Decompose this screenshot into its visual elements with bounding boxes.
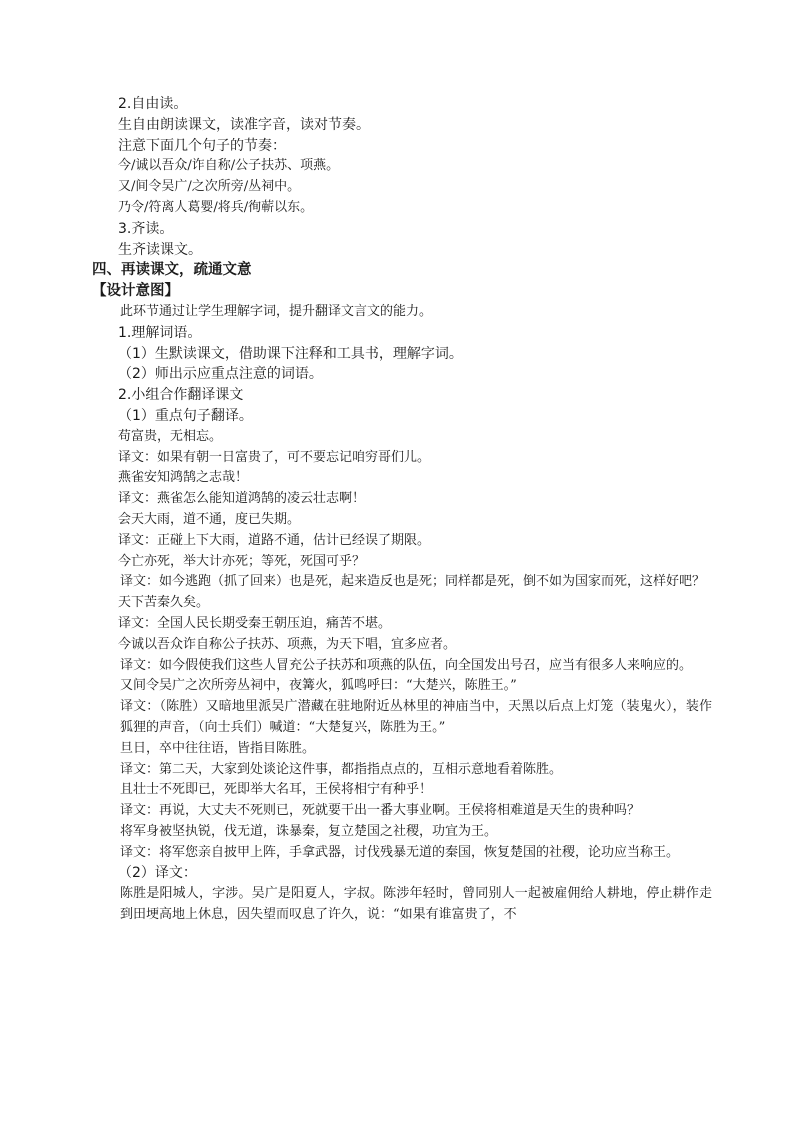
classical-sentence: 天下苦秦久矣。 — [118, 595, 210, 611]
translation-line: 译文：第二天，大家到处谈论这件事，都指指点点的，互相示意地看着陈胜。 — [120, 761, 563, 777]
text-line: 生齐读课文。 — [118, 241, 202, 258]
translation-line: 译文：燕雀怎么能知道鸿鹄的凌云壮志啊！ — [118, 491, 366, 507]
rhythm-line: 今/诚以吾众/诈自称/公子扶苏、项燕。 — [118, 158, 340, 174]
text-line: 1.理解词语。 — [118, 324, 202, 341]
document-page — [92, 94, 712, 926]
classical-sentence: 将军身被坚执锐，伐无道，诛暴秦，复立楚国之社稷，功宜为王。 — [120, 823, 498, 839]
classical-sentence: 且壮士不死即已，死即举大名耳，王侯将相宁有种乎！ — [120, 782, 433, 798]
translation-line: 译文：如果有朝一日富贵了，可不要忘记咱穷哥们儿。 — [118, 449, 431, 465]
text-line: 2.小组合作翻译课文 — [118, 387, 244, 404]
design-intent-heading: 【设计意图】 — [92, 283, 179, 300]
text-line: 生自由朗读课文，读准字音，读对节奏。 — [118, 116, 370, 133]
text-line: （1）重点句子翻译。 — [118, 407, 253, 424]
text-line: （2）译文： — [118, 865, 197, 882]
section-heading: 四、再读课文，疏通文意 — [92, 262, 252, 279]
text-line: （1）生默读课文，借助课下注释和工具书，理解字词。 — [118, 345, 463, 362]
text-line: 3.齐读。 — [118, 220, 174, 237]
text-line: 此环节通过让学生理解字词，提升翻译文言文的能力。 — [120, 303, 433, 319]
translation-paragraph: 译文：再说，大丈夫不死则已，死就要干出一番大事业啊。王侯将相难道是天生的贵种吗？ — [120, 803, 641, 819]
translation-paragraph: 译文：如今假使我们这些人冒充公子扶苏和项燕的队伍，向全国发出号召，应当有很多人来响应的。 — [120, 657, 693, 673]
text-line: 2.自由读。 — [118, 96, 188, 112]
rhythm-line: 又/间令吴广/之次所旁/丛祠中。 — [118, 179, 301, 195]
text-line: 注意下面几个句子的节奏： — [118, 137, 286, 154]
classical-sentence: 旦日，卒中往往语，皆指目陈胜。 — [120, 740, 316, 756]
classical-sentence: 苟富贵，无相忘。 — [118, 428, 223, 444]
classical-sentence: 燕雀安知鸿鹄之志哉！ — [118, 470, 249, 486]
translation-paragraph: 译文：将军您亲自披甲上阵，手拿武器，讨伐残暴无道的秦国，恢复楚国的社稷，论功应当称王。 — [120, 844, 680, 860]
classical-sentence: 今诚以吾众诈自称公子扶苏、项燕，为天下唱，宜多应者。 — [118, 636, 457, 652]
classical-sentence: 会天大雨，道不通，度已失期。 — [118, 511, 301, 527]
classical-sentence: 今亡亦死，举大计亦死；等死，死国可乎？ — [118, 553, 366, 569]
rhythm-line: 乃令/符离人葛婴/将兵/徇蕲以东。 — [118, 199, 314, 215]
translation-paragraph: 译文：如今逃跑（抓了回来）也是死，起来造反也是死；同样都是死，倒不如为国家而死，这样好吧？ — [120, 574, 706, 590]
text-line: （2）师出示应重点注意的词语。 — [118, 366, 323, 383]
translation-paragraph: 译文：（陈胜）又暗地里派吴广潜藏在驻地附近丛林里的神庙当中，天黑以后点上灯笼（装鬼火），装作狐狸的声音，（向士兵们）喊道：“大楚复兴，陈胜为王。” — [120, 699, 712, 735]
translation-paragraph: 陈胜是阳城人，字涉。吴广是阳夏人，字叔。陈涉年轻时，曾同别人一起被雇佣给人耕地，停止耕作走到田埂高地上休息，因失望而叹息了许久，说：“如果有谁富贵了，不 — [120, 886, 712, 923]
classical-sentence: 又间令吴广之次所旁丛祠中，夜篝火，狐鸣呼曰：“大楚兴，陈胜王。” — [120, 678, 517, 694]
translation-line: 译文：全国人民长期受秦王朝压迫，痛苦不堪。 — [118, 615, 392, 631]
translation-line: 译文：正碰上下大雨，道路不通，估计已经误了期限。 — [118, 532, 431, 548]
